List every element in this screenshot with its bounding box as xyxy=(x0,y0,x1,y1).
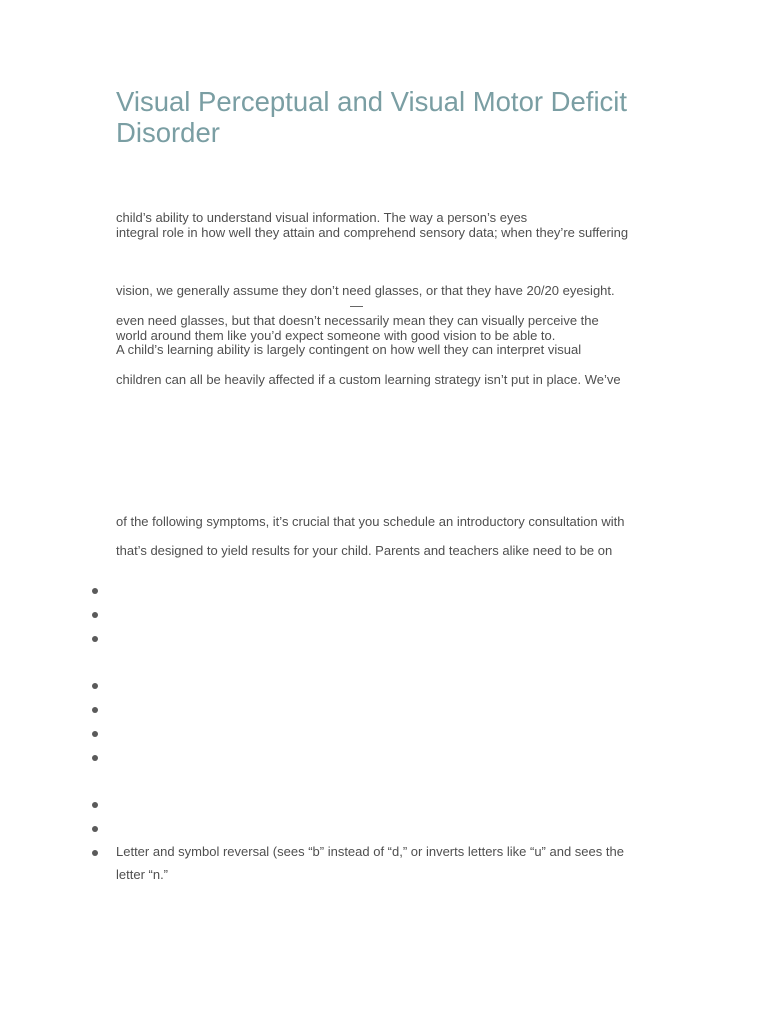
body-line: vision, we generally assume they don’t need glasses, or that they have 20/20 eyesight. xyxy=(116,283,615,298)
list-bullet xyxy=(92,731,98,737)
body-line: integral role in how well they attain and comprehend sensory data; when they’re suffering xyxy=(116,225,629,240)
body-line: that’s designed to yield results for your child. Parents and teachers alike need to be on xyxy=(116,543,613,558)
body-line: even need glasses, but that doesn’t necessarily mean they can visually perceive the xyxy=(116,313,599,328)
list-bullet xyxy=(92,826,98,832)
list-bullet xyxy=(92,636,98,642)
list-bullet xyxy=(92,802,98,808)
body-line: A child’s learning ability is largely contingent on how well they can interpret visual xyxy=(116,342,582,357)
list-bullet xyxy=(92,850,98,856)
body-line: of the following symptoms, it’s crucial that you schedule an introductory consultation with xyxy=(116,514,625,529)
list-bullet xyxy=(92,612,98,618)
list-bullet xyxy=(92,588,98,594)
list-bullet xyxy=(92,755,98,761)
em-dash: — xyxy=(350,298,363,313)
body-line: world around them like you’d expect someone with good vision to be able to. xyxy=(116,328,556,343)
list-bullet xyxy=(92,683,98,689)
list-item-text: letter “n.” xyxy=(116,867,169,882)
list-bullet xyxy=(92,707,98,713)
list-item-text: Letter and symbol reversal (sees “b” instead of “d,” or inverts letters like “u” and sees the xyxy=(116,844,624,859)
body-line: children can all be heavily affected if a custom learning strategy isn’t put in place. We’ve xyxy=(116,372,621,387)
body-line: child’s ability to understand visual information. The way a person’s eyes xyxy=(116,210,528,225)
page-title: Visual Perceptual and Visual Motor Deficit Disorder xyxy=(116,86,628,148)
